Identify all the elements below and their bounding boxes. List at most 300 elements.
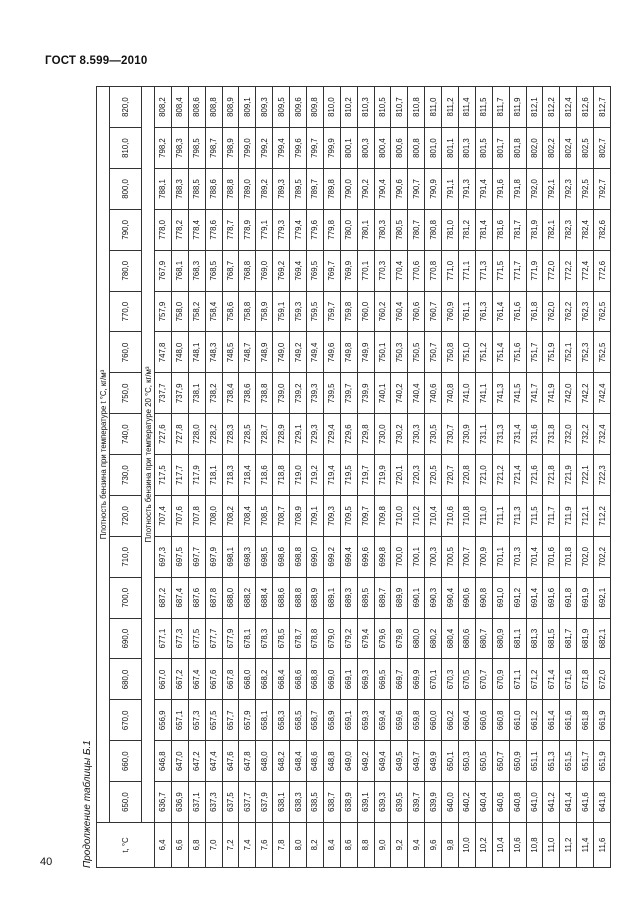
density-cell: 682,1 xyxy=(594,618,611,659)
density-cell: 667,2 xyxy=(171,659,188,700)
density-cell: 650,9 xyxy=(509,741,526,782)
density-cell: 729,8 xyxy=(357,414,374,455)
density-cell: 730,5 xyxy=(425,414,442,455)
temperature-cell: 9,6 xyxy=(425,823,442,868)
density-cell: 699,2 xyxy=(323,536,340,577)
density-cell: 779,3 xyxy=(273,209,290,250)
density-cell: 771,1 xyxy=(459,250,476,291)
density-cell: 698,6 xyxy=(273,536,290,577)
table-row xyxy=(222,87,239,868)
density-cell: 657,5 xyxy=(205,700,222,741)
density-cell: 738,6 xyxy=(239,373,256,414)
density-cell: 688,4 xyxy=(256,577,273,618)
temperature-cell: 6,6 xyxy=(171,823,188,868)
density-cell: 798,2 xyxy=(155,128,172,169)
density-cell: 762,2 xyxy=(560,291,577,332)
top-header: Плотность бензина при температуре t °С, кг/м³ xyxy=(97,87,110,823)
density-cell: 639,5 xyxy=(391,782,408,823)
density-cell: 650,1 xyxy=(442,741,459,782)
density-cell: 768,5 xyxy=(205,250,222,291)
density-cell: 658,3 xyxy=(273,700,290,741)
density-cell: 761,6 xyxy=(509,291,526,332)
density-cell: 721,8 xyxy=(543,455,560,496)
density-cell: 788,6 xyxy=(205,169,222,210)
density-cell: 770,6 xyxy=(408,250,425,291)
density-cell: 679,8 xyxy=(391,618,408,659)
density-cell: 671,1 xyxy=(509,659,526,700)
density-cell: 677,7 xyxy=(205,618,222,659)
density-cell: 649,7 xyxy=(408,741,425,782)
density-cell: 680,2 xyxy=(425,618,442,659)
density-cell: 651,5 xyxy=(560,741,577,782)
density-cell: 751,6 xyxy=(509,332,526,373)
density-cell: 778,4 xyxy=(188,209,205,250)
density-cell: 701,1 xyxy=(492,536,509,577)
density-cell: 788,3 xyxy=(171,169,188,210)
density-cell: 798,9 xyxy=(222,128,239,169)
density-cell: 789,2 xyxy=(256,169,273,210)
density-cell: 688,2 xyxy=(239,577,256,618)
density-cell: 768,7 xyxy=(222,250,239,291)
density-cell: 689,3 xyxy=(340,577,357,618)
density-cell: 648,8 xyxy=(323,741,340,782)
density-cell: 667,6 xyxy=(205,659,222,700)
density-cell: 680,0 xyxy=(408,618,425,659)
density-cell: 681,1 xyxy=(509,618,526,659)
density-cell: 758,9 xyxy=(256,291,273,332)
temperature-cell: 11,6 xyxy=(594,823,611,868)
density-cell: 728,7 xyxy=(256,414,273,455)
density-cell: 789,5 xyxy=(290,169,307,210)
density-cell: 647,4 xyxy=(205,741,222,782)
density-cell: 701,3 xyxy=(509,536,526,577)
density-cell: 810,8 xyxy=(408,87,425,128)
density-cell: 737,9 xyxy=(171,373,188,414)
density-cell: 707,6 xyxy=(171,496,188,537)
density-cell: 799,6 xyxy=(290,128,307,169)
density-cell: 690,8 xyxy=(475,577,492,618)
density-cell: 711,1 xyxy=(492,496,509,537)
density-cell: 659,1 xyxy=(340,700,357,741)
table-row xyxy=(323,87,340,868)
density-cell: 718,4 xyxy=(239,455,256,496)
density-cell: 678,5 xyxy=(273,618,290,659)
density-cell: 640,4 xyxy=(475,782,492,823)
density-cell: 729,6 xyxy=(340,414,357,455)
density-cell: 741,9 xyxy=(543,373,560,414)
density-cell: 702,2 xyxy=(594,536,611,577)
density-cell: 708,4 xyxy=(239,496,256,537)
density-cell: 660,2 xyxy=(442,700,459,741)
density-cell: 668,8 xyxy=(307,659,324,700)
density-cell: 760,7 xyxy=(425,291,442,332)
table-row xyxy=(340,87,357,868)
density-cell: 758,6 xyxy=(222,291,239,332)
density-cell: 790,9 xyxy=(425,169,442,210)
temperature-cell: 8,0 xyxy=(290,823,307,868)
density-cell: 708,0 xyxy=(205,496,222,537)
density-cell: 689,7 xyxy=(374,577,391,618)
density-cell: 639,9 xyxy=(425,782,442,823)
table-row xyxy=(543,87,560,868)
density-cell: 741,7 xyxy=(526,373,543,414)
density-cell: 750,7 xyxy=(425,332,442,373)
density-cell: 731,3 xyxy=(492,414,509,455)
density-cell: 740,4 xyxy=(408,373,425,414)
density-cell: 750,1 xyxy=(374,332,391,373)
table-row xyxy=(509,87,526,868)
density-cell: 780,3 xyxy=(374,209,391,250)
density-cell: 720,5 xyxy=(425,455,442,496)
density-cell: 649,4 xyxy=(374,741,391,782)
density-header-4: 690,0 xyxy=(110,618,142,659)
density-cell: 641,0 xyxy=(526,782,543,823)
density-cell: 639,3 xyxy=(374,782,391,823)
density-cell: 638,7 xyxy=(323,782,340,823)
density-cell: 790,6 xyxy=(391,169,408,210)
density-cell: 639,1 xyxy=(357,782,374,823)
density-cell: 802,7 xyxy=(594,128,611,169)
density-cell: 808,8 xyxy=(205,87,222,128)
density-cell: 667,4 xyxy=(188,659,205,700)
density-header-17: 820,0 xyxy=(110,87,142,128)
density-cell: 727,6 xyxy=(155,414,172,455)
density-cell: 651,3 xyxy=(543,741,560,782)
temperature-cell: 9,0 xyxy=(374,823,391,868)
table-row xyxy=(560,87,577,868)
density-cell: 741,0 xyxy=(459,373,476,414)
density-cell: 661,2 xyxy=(526,700,543,741)
density-header-9: 740,0 xyxy=(110,414,142,455)
density-cell: 677,5 xyxy=(188,618,205,659)
density-cell: 697,9 xyxy=(205,536,222,577)
density-cell: 811,4 xyxy=(459,87,476,128)
density-cell: 660,8 xyxy=(492,700,509,741)
density-cell: 780,1 xyxy=(357,209,374,250)
density-cell: 741,3 xyxy=(492,373,509,414)
density-cell: 789,0 xyxy=(239,169,256,210)
density-cell: 732,2 xyxy=(577,414,594,455)
density-cell: 678,1 xyxy=(239,618,256,659)
temperature-cell: 8,2 xyxy=(307,823,324,868)
density-cell: 719,9 xyxy=(374,455,391,496)
density-cell: 789,7 xyxy=(307,169,324,210)
density-cell: 721,4 xyxy=(509,455,526,496)
density-cell: 802,4 xyxy=(560,128,577,169)
density-cell: 672,0 xyxy=(594,659,611,700)
density-cell: 769,0 xyxy=(256,250,273,291)
temperature-cell: 8,4 xyxy=(323,823,340,868)
density-cell: 691,0 xyxy=(492,577,509,618)
density-cell: 679,4 xyxy=(357,618,374,659)
density-cell: 742,0 xyxy=(560,373,577,414)
density-cell: 782,1 xyxy=(543,209,560,250)
header-row-top xyxy=(97,87,110,868)
density-cell: 717,5 xyxy=(155,455,172,496)
density-cell: 681,3 xyxy=(526,618,543,659)
density-header-8: 730,0 xyxy=(110,455,142,496)
density-cell: 782,3 xyxy=(560,209,577,250)
density-cell: 677,1 xyxy=(155,618,172,659)
density-cell: 640,6 xyxy=(492,782,509,823)
temperature-cell: 9,2 xyxy=(391,823,408,868)
density-cell: 641,6 xyxy=(577,782,594,823)
density-cell: 708,9 xyxy=(290,496,307,537)
density-cell: 791,1 xyxy=(442,169,459,210)
density-cell: 697,5 xyxy=(171,536,188,577)
density-cell: 768,1 xyxy=(171,250,188,291)
density-cell: 801,3 xyxy=(459,128,476,169)
density-cell: 647,2 xyxy=(188,741,205,782)
density-cell: 711,7 xyxy=(543,496,560,537)
density-cell: 801,0 xyxy=(425,128,442,169)
density-cell: 670,1 xyxy=(425,659,442,700)
density-cell: 799,9 xyxy=(323,128,340,169)
density-cell: 758,0 xyxy=(171,291,188,332)
density-cell: 801,1 xyxy=(442,128,459,169)
density-cell: 809,1 xyxy=(239,87,256,128)
density-cell: 781,2 xyxy=(459,209,476,250)
density-cell: 779,6 xyxy=(307,209,324,250)
density-cell: 752,3 xyxy=(577,332,594,373)
density-cell: 661,6 xyxy=(560,700,577,741)
density-cell: 708,5 xyxy=(256,496,273,537)
density-cell: 791,4 xyxy=(475,169,492,210)
density-cell: 671,2 xyxy=(526,659,543,700)
temperature-cell: 7,0 xyxy=(205,823,222,868)
density-cell: 698,1 xyxy=(222,536,239,577)
density-cell: 722,3 xyxy=(594,455,611,496)
density-cell: 772,6 xyxy=(594,250,611,291)
density-cell: 707,4 xyxy=(155,496,172,537)
density-cell: 638,1 xyxy=(273,782,290,823)
density-cell: 720,8 xyxy=(459,455,476,496)
density-cell: 700,0 xyxy=(391,536,408,577)
density-cell: 678,7 xyxy=(290,618,307,659)
temperature-cell: 7,8 xyxy=(273,823,290,868)
density-cell: 779,8 xyxy=(323,209,340,250)
density-cell: 751,2 xyxy=(475,332,492,373)
density-cell: 760,4 xyxy=(391,291,408,332)
density-cell: 719,5 xyxy=(340,455,357,496)
density-header-16: 810,0 xyxy=(110,128,142,169)
density-cell: 779,1 xyxy=(256,209,273,250)
density-header-2: 670,0 xyxy=(110,700,142,741)
table-row xyxy=(290,87,307,868)
temperature-cell: 10,8 xyxy=(526,823,543,868)
density-cell: 671,4 xyxy=(543,659,560,700)
density-cell: 688,9 xyxy=(307,577,324,618)
density-cell: 650,5 xyxy=(475,741,492,782)
density-cell: 800,1 xyxy=(340,128,357,169)
density-cell: 687,8 xyxy=(205,577,222,618)
density-cell: 658,9 xyxy=(323,700,340,741)
table-row xyxy=(425,87,442,868)
density-cell: 761,4 xyxy=(492,291,509,332)
density-cell: 641,8 xyxy=(594,782,611,823)
density-cell: 670,7 xyxy=(475,659,492,700)
density-cell: 747,8 xyxy=(155,332,172,373)
density-cell: 679,6 xyxy=(374,618,391,659)
density-cell: 689,5 xyxy=(357,577,374,618)
density-cell: 811,5 xyxy=(475,87,492,128)
page-number: 40 xyxy=(40,856,53,868)
density-cell: 731,4 xyxy=(509,414,526,455)
density-cell: 647,0 xyxy=(171,741,188,782)
density-cell: 800,6 xyxy=(391,128,408,169)
density-cell: 648,2 xyxy=(273,741,290,782)
density-cell: 702,0 xyxy=(577,536,594,577)
density-cell: 769,5 xyxy=(307,250,324,291)
density-cell: 660,4 xyxy=(459,700,476,741)
temperature-cell: 11,2 xyxy=(560,823,577,868)
density-cell: 809,6 xyxy=(290,87,307,128)
density-cell: 649,5 xyxy=(391,741,408,782)
density-cell: 728,3 xyxy=(222,414,239,455)
density-cell: 810,3 xyxy=(357,87,374,128)
density-cell: 742,4 xyxy=(594,373,611,414)
density-cell: 659,8 xyxy=(408,700,425,741)
density-cell: 801,7 xyxy=(492,128,509,169)
table-row xyxy=(357,87,374,868)
density-cell: 691,2 xyxy=(509,577,526,618)
temperature-cell: 7,6 xyxy=(256,823,273,868)
density-cell: 697,3 xyxy=(155,536,172,577)
density-cell: 769,2 xyxy=(273,250,290,291)
density-cell: 721,6 xyxy=(526,455,543,496)
density-cell: 728,2 xyxy=(205,414,222,455)
density-cell: 779,4 xyxy=(290,209,307,250)
density-cell: 802,2 xyxy=(543,128,560,169)
density-cell: 781,7 xyxy=(509,209,526,250)
density-cell: 811,9 xyxy=(509,87,526,128)
table-row xyxy=(492,87,509,868)
density-header-0: 650,0 xyxy=(110,782,142,823)
density-cell: 718,1 xyxy=(205,455,222,496)
header-row-sub xyxy=(142,87,155,868)
density-cell: 719,2 xyxy=(307,455,324,496)
density-cell: 770,4 xyxy=(391,250,408,291)
density-cell: 712,2 xyxy=(594,496,611,537)
density-cell: 770,3 xyxy=(374,250,391,291)
density-cell: 669,1 xyxy=(340,659,357,700)
density-cell: 651,1 xyxy=(526,741,543,782)
density-cell: 658,1 xyxy=(256,700,273,741)
density-cell: 798,5 xyxy=(188,128,205,169)
density-cell: 748,7 xyxy=(239,332,256,373)
density-cell: 759,7 xyxy=(323,291,340,332)
density-cell: 646,8 xyxy=(155,741,172,782)
density-cell: 729,4 xyxy=(323,414,340,455)
density-cell: 798,3 xyxy=(171,128,188,169)
density-cell: 689,9 xyxy=(391,577,408,618)
density-cell: 761,3 xyxy=(475,291,492,332)
density-cell: 792,5 xyxy=(577,169,594,210)
density-cell: 667,8 xyxy=(222,659,239,700)
density-cell: 711,0 xyxy=(475,496,492,537)
table-row xyxy=(239,87,256,868)
density-cell: 668,0 xyxy=(239,659,256,700)
density-cell: 691,9 xyxy=(577,577,594,618)
temperature-cell: 11,0 xyxy=(543,823,560,868)
density-cell: 749,0 xyxy=(273,332,290,373)
density-cell: 758,4 xyxy=(205,291,222,332)
density-cell: 750,8 xyxy=(442,332,459,373)
density-cell: 710,8 xyxy=(459,496,476,537)
density-cell: 810,0 xyxy=(323,87,340,128)
density-cell: 698,8 xyxy=(290,536,307,577)
density-cell: 792,0 xyxy=(526,169,543,210)
rotated-table-block xyxy=(81,86,607,868)
density-cell: 681,7 xyxy=(560,618,577,659)
density-cell: 770,8 xyxy=(425,250,442,291)
density-cell: 748,3 xyxy=(205,332,222,373)
density-cell: 749,4 xyxy=(307,332,324,373)
density-cell: 739,3 xyxy=(307,373,324,414)
density-cell: 809,8 xyxy=(307,87,324,128)
table-row xyxy=(171,87,188,868)
table-row xyxy=(256,87,273,868)
density-cell: 782,4 xyxy=(577,209,594,250)
density-cell: 720,3 xyxy=(408,455,425,496)
density-cell: 809,5 xyxy=(273,87,290,128)
density-cell: 750,5 xyxy=(408,332,425,373)
density-cell: 659,6 xyxy=(391,700,408,741)
density-cell: 731,6 xyxy=(526,414,543,455)
density-cell: 748,5 xyxy=(222,332,239,373)
density-cell: 701,8 xyxy=(560,536,577,577)
density-cell: 709,3 xyxy=(323,496,340,537)
temperature-cell: 10,4 xyxy=(492,823,509,868)
density-cell: 721,9 xyxy=(560,455,577,496)
density-cell: 739,2 xyxy=(290,373,307,414)
density-cell: 728,5 xyxy=(239,414,256,455)
density-header-13: 780,0 xyxy=(110,250,142,291)
density-cell: 730,7 xyxy=(442,414,459,455)
density-cell: 637,7 xyxy=(239,782,256,823)
density-cell: 707,8 xyxy=(188,496,205,537)
density-cell: 660,6 xyxy=(475,700,492,741)
density-cell: 808,6 xyxy=(188,87,205,128)
density-cell: 812,4 xyxy=(560,87,577,128)
temperature-cell: 9,8 xyxy=(442,823,459,868)
density-cell: 732,4 xyxy=(594,414,611,455)
density-cell: 701,6 xyxy=(543,536,560,577)
density-cell: 792,7 xyxy=(594,169,611,210)
density-cell: 710,2 xyxy=(408,496,425,537)
density-cell: 759,3 xyxy=(290,291,307,332)
density-header-row xyxy=(110,87,142,868)
density-cell: 688,8 xyxy=(290,577,307,618)
table-row xyxy=(408,87,425,868)
density-cell: 792,1 xyxy=(543,169,560,210)
density-cell: 718,3 xyxy=(222,455,239,496)
density-cell: 802,5 xyxy=(577,128,594,169)
table-row xyxy=(526,87,543,868)
density-cell: 809,3 xyxy=(256,87,273,128)
density-cell: 718,8 xyxy=(273,455,290,496)
density-cell: 700,3 xyxy=(425,536,442,577)
density-cell: 678,8 xyxy=(307,618,324,659)
density-cell: 771,0 xyxy=(442,250,459,291)
density-cell: 769,9 xyxy=(340,250,357,291)
density-cell: 636,9 xyxy=(171,782,188,823)
density-cell: 710,0 xyxy=(391,496,408,537)
density-cell: 641,2 xyxy=(543,782,560,823)
density-cell: 740,6 xyxy=(425,373,442,414)
density-cell: 721,0 xyxy=(475,455,492,496)
density-cell: 700,9 xyxy=(475,536,492,577)
